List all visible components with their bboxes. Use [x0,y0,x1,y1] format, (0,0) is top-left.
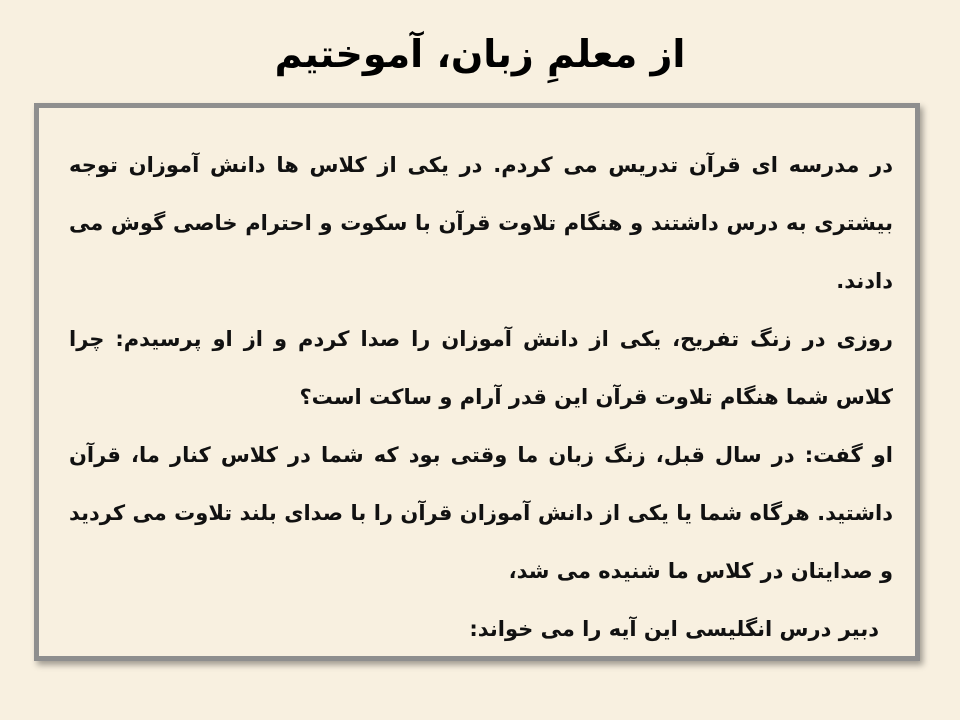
slide-title: از معلمِ زبان، آموختیم [274,32,686,76]
story-text-box [34,103,920,661]
paragraph-4: دبیر درس انگلیسی این آیه را می خواند: [469,617,879,641]
paragraph-1: در مدرسه ای قرآن تدریس می کردم. در یکی از کلاس ها دانش آموزان توجه بیشتری به درس داشتند و هنگام تلاوت قرآن با سکوت و احترام خاصی گوش می دادند. [69,153,893,293]
paragraph-3: او گفت: در سال قبل، زنگ زبان ما وقتی بود که شما در کلاس کنار ما، قرآن داشتید. هرگاه شما یا یکی از دانش آموزان قرآن را با صدای بلند تلاوت می کردید و صدایتان در کلاس ما شنیده می شد، [69,443,893,583]
paragraph-2: روزی در زنگ تفریح، یکی از دانش آموزان را صدا کردم و از او پرسیدم: چرا کلاس شما هنگام تلاوت قرآن این قدر آرام و ساکت است؟ [69,327,893,409]
story-text [69,136,893,658]
